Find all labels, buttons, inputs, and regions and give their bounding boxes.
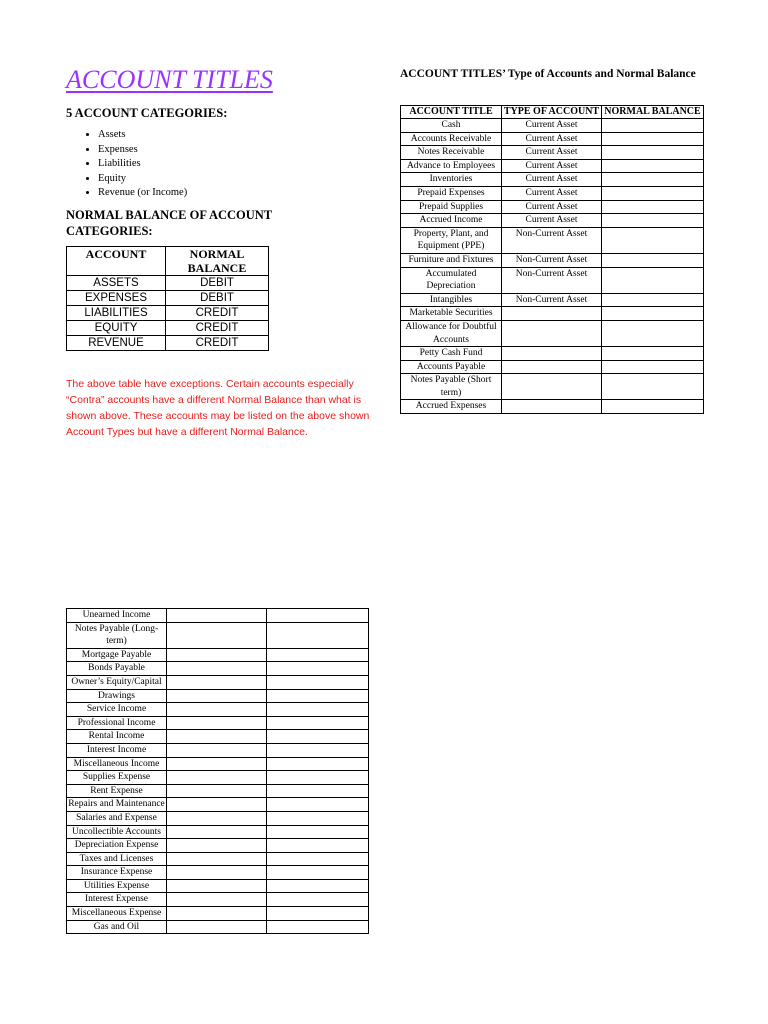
table-row — [67, 839, 369, 853]
table-row — [401, 374, 704, 400]
list-item: • Equity — [98, 172, 187, 187]
account-type-cell: Current Asset — [502, 146, 602, 160]
account-cell: EXPENSES — [67, 291, 166, 306]
normal-balance-cell — [267, 893, 369, 907]
account-titles-continued-table — [66, 608, 369, 934]
normal-balance-cell — [267, 798, 369, 812]
normal-balance-cell: DEBIT — [166, 291, 269, 306]
normal-balance-cell — [267, 743, 369, 757]
table-row — [401, 146, 704, 160]
table-row — [67, 825, 369, 839]
table-row — [67, 866, 369, 880]
normal-balance-cell — [267, 689, 369, 703]
table-row — [67, 920, 369, 934]
normal-balance-cell — [602, 227, 704, 253]
table-row — [67, 811, 369, 825]
account-title-cell: Owner’s Equity/Capital — [67, 675, 167, 689]
list-item: • Revenue (or Income) — [98, 186, 187, 201]
account-type-cell — [167, 622, 267, 648]
account-title-cell: Unearned Income — [67, 609, 167, 623]
table-row — [67, 689, 369, 703]
table-row — [67, 716, 369, 730]
normal-balance-cell: CREDIT — [166, 306, 269, 321]
account-title-cell: Notes Receivable — [401, 146, 502, 160]
account-type-cell — [167, 893, 267, 907]
table-row — [67, 662, 369, 676]
list-item: • Liabilities — [98, 157, 187, 172]
account-title-cell: Utilities Expense — [67, 879, 167, 893]
table-row — [401, 173, 704, 187]
account-title-cell: Accounts Payable — [401, 360, 502, 374]
header-account: ACCOUNT — [67, 247, 166, 276]
account-title-cell: Rental Income — [67, 730, 167, 744]
account-type-cell — [167, 703, 267, 717]
table-row — [67, 336, 269, 351]
account-title-cell: Interest Income — [67, 743, 167, 757]
table-row — [401, 293, 704, 307]
account-type-cell: Current Asset — [502, 173, 602, 187]
account-title-cell: Accrued Income — [401, 214, 502, 228]
account-cell: ASSETS — [67, 276, 166, 291]
account-title-cell: Allowance for Doubtful Accounts — [401, 320, 502, 346]
account-title-cell: Notes Payable (Long-term) — [67, 622, 167, 648]
account-type-cell — [167, 675, 267, 689]
account-title-cell: Accumulated Depreciation — [401, 267, 502, 293]
account-title-cell: Miscellaneous Expense — [67, 907, 167, 921]
normal-balance-cell — [602, 186, 704, 200]
table-row — [67, 703, 369, 717]
account-title-cell: Notes Payable (Short term) — [401, 374, 502, 400]
normal-balance-cell — [267, 879, 369, 893]
normal-balance-cell — [267, 920, 369, 934]
normal-balance-cell — [267, 716, 369, 730]
table-row — [67, 306, 269, 321]
header-account-title: ACCOUNT TITLE — [401, 106, 502, 119]
account-title-cell: Uncollectible Accounts — [67, 825, 167, 839]
normal-balance-cell — [602, 132, 704, 146]
table-row — [401, 186, 704, 200]
table-row — [67, 291, 269, 306]
account-cell: LIABILITIES — [67, 306, 166, 321]
account-title-cell: Property, Plant, and Equipment (PPE) — [401, 227, 502, 253]
account-title-cell: Marketable Securities — [401, 307, 502, 321]
account-title-cell: Interest Expense — [67, 893, 167, 907]
normal-balance-cell — [602, 320, 704, 346]
account-title-cell: Accrued Expenses — [401, 400, 502, 414]
normal-balance-cell — [267, 784, 369, 798]
account-type-cell — [167, 866, 267, 880]
account-type-cell — [167, 811, 267, 825]
types-table-heading: ACCOUNT TITLES’ Type of Accounts and Normal Balance — [400, 68, 696, 80]
normal-balance-cell — [267, 771, 369, 785]
account-title-cell: Insurance Expense — [67, 866, 167, 880]
normal-balance-cell — [602, 293, 704, 307]
table-row — [67, 276, 269, 291]
account-title-cell: Rent Expense — [67, 784, 167, 798]
account-title-cell: Prepaid Supplies — [401, 200, 502, 214]
normal-balance-cell: CREDIT — [166, 336, 269, 351]
categories-list — [80, 128, 187, 201]
account-title-cell: Furniture and Fixtures — [401, 253, 502, 267]
account-type-cell — [502, 320, 602, 346]
header-normal-balance: NORMAL BALANCE — [166, 247, 269, 276]
table-row — [67, 743, 369, 757]
table-row — [401, 360, 704, 374]
table-row — [67, 675, 369, 689]
table-row — [401, 267, 704, 293]
normal-balance-cell: CREDIT — [166, 321, 269, 336]
table-row — [67, 730, 369, 744]
account-title-cell: Gas and Oil — [67, 920, 167, 934]
table-row — [401, 132, 704, 146]
table-row — [67, 893, 369, 907]
account-title-cell: Accounts Receivable — [401, 132, 502, 146]
account-title-cell: Professional Income — [67, 716, 167, 730]
account-type-cell: Non-Current Asset — [502, 267, 602, 293]
normal-balance-cell — [267, 675, 369, 689]
normal-balance-cell — [602, 200, 704, 214]
normal-balance-cell — [602, 347, 704, 361]
account-title-cell: Petty Cash Fund — [401, 347, 502, 361]
account-title-cell: Bonds Payable — [67, 662, 167, 676]
account-type-cell: Current Asset — [502, 186, 602, 200]
normal-balance-cell — [602, 253, 704, 267]
account-type-cell — [502, 400, 602, 414]
account-type-cell — [167, 825, 267, 839]
normal-balance-cell — [602, 400, 704, 414]
normal-balance-cell — [602, 267, 704, 293]
table-row — [401, 200, 704, 214]
table-row — [401, 347, 704, 361]
table-row — [67, 622, 369, 648]
normal-balance-cell — [267, 648, 369, 662]
table-row — [401, 119, 704, 133]
account-type-cell: Current Asset — [502, 159, 602, 173]
account-types-table — [400, 105, 704, 414]
normal-balance-cell — [267, 839, 369, 853]
normal-balance-cell — [267, 703, 369, 717]
account-title-cell: Depreciation Expense — [67, 839, 167, 853]
account-type-cell — [502, 374, 602, 400]
normal-balance-table — [66, 246, 269, 351]
table-row — [401, 159, 704, 173]
header-normal-balance: NORMAL BALANCE — [602, 106, 704, 119]
normal-balance-cell — [267, 662, 369, 676]
account-title-cell: Taxes and Licenses — [67, 852, 167, 866]
normal-balance-cell — [267, 866, 369, 880]
account-title-cell: Prepaid Expenses — [401, 186, 502, 200]
account-title-cell: Repairs and Maintenance — [67, 798, 167, 812]
table-row — [401, 307, 704, 321]
table-row — [67, 648, 369, 662]
normal-balance-cell — [267, 609, 369, 623]
table-header-row — [67, 247, 269, 276]
account-title-cell: Inventories — [401, 173, 502, 187]
account-type-cell — [167, 784, 267, 798]
account-title-cell: Salaries and Expense — [67, 811, 167, 825]
table-row — [67, 907, 369, 921]
account-type-cell: Non-Current Asset — [502, 227, 602, 253]
account-type-cell — [167, 743, 267, 757]
normal-balance-cell — [602, 307, 704, 321]
table-row — [67, 757, 369, 771]
account-type-cell — [167, 648, 267, 662]
page-title: ACCOUNT TITLES — [66, 65, 273, 94]
account-type-cell — [167, 757, 267, 771]
account-type-cell: Non-Current Asset — [502, 293, 602, 307]
account-cell: REVENUE — [67, 336, 166, 351]
account-type-cell — [167, 730, 267, 744]
normal-balance-cell — [602, 119, 704, 133]
account-type-cell — [167, 920, 267, 934]
normal-balance-cell — [602, 360, 704, 374]
account-title-cell: Intangibles — [401, 293, 502, 307]
normal-balance-cell: DEBIT — [166, 276, 269, 291]
table-header-row — [401, 106, 704, 119]
normal-balance-cell — [267, 852, 369, 866]
normal-balance-heading: NORMAL BALANCE OF ACCOUNT CATEGORIES: — [66, 208, 272, 238]
normal-balance-cell — [602, 159, 704, 173]
account-type-cell — [502, 360, 602, 374]
table-row — [67, 321, 269, 336]
exceptions-note: The above table have exceptions. Certain accounts especially “Contra” accounts have a different Normal Balance than what is shown above. These accounts may be listed on the above shown Account Types but have a different Normal Balance. — [66, 378, 370, 438]
account-title-cell: Drawings — [67, 689, 167, 703]
account-type-cell — [502, 347, 602, 361]
account-title-cell: Miscellaneous Income — [67, 757, 167, 771]
table-row — [401, 214, 704, 228]
normal-balance-cell — [267, 757, 369, 771]
table-row — [67, 609, 369, 623]
categories-heading: 5 ACCOUNT CATEGORIES: — [66, 106, 228, 120]
list-item: • Expenses — [98, 143, 187, 158]
header-type-of-account: TYPE OF ACCOUNT — [502, 106, 602, 119]
account-cell: EQUITY — [67, 321, 166, 336]
account-type-cell — [167, 662, 267, 676]
account-type-cell — [167, 852, 267, 866]
account-title-cell: Supplies Expense — [67, 771, 167, 785]
table-row — [401, 400, 704, 414]
account-type-cell — [167, 771, 267, 785]
normal-balance-cell — [267, 730, 369, 744]
account-type-cell — [167, 609, 267, 623]
normal-balance-cell — [602, 214, 704, 228]
table-row — [67, 879, 369, 893]
account-title-cell: Advance to Employees — [401, 159, 502, 173]
account-type-cell — [167, 879, 267, 893]
table-row — [67, 771, 369, 785]
table-row — [401, 320, 704, 346]
account-type-cell: Non-Current Asset — [502, 253, 602, 267]
account-type-cell: Current Asset — [502, 214, 602, 228]
account-type-cell: Current Asset — [502, 132, 602, 146]
normal-balance-cell — [267, 811, 369, 825]
normal-balance-cell — [602, 146, 704, 160]
normal-balance-cell — [267, 622, 369, 648]
account-type-cell — [167, 716, 267, 730]
account-title-cell: Cash — [401, 119, 502, 133]
account-type-cell: Current Asset — [502, 200, 602, 214]
normal-balance-cell — [267, 907, 369, 921]
account-title-cell: Service Income — [67, 703, 167, 717]
table-row — [67, 852, 369, 866]
account-title-cell: Mortgage Payable — [67, 648, 167, 662]
table-row — [401, 253, 704, 267]
normal-balance-cell — [602, 173, 704, 187]
table-row — [401, 227, 704, 253]
account-type-cell — [167, 907, 267, 921]
normal-balance-cell — [602, 374, 704, 400]
account-type-cell — [502, 307, 602, 321]
normal-balance-cell — [267, 825, 369, 839]
account-type-cell: Current Asset — [502, 119, 602, 133]
account-type-cell — [167, 689, 267, 703]
table-row — [67, 784, 369, 798]
list-item: • Assets — [98, 128, 187, 143]
account-type-cell — [167, 798, 267, 812]
table-row — [67, 798, 369, 812]
account-type-cell — [167, 839, 267, 853]
